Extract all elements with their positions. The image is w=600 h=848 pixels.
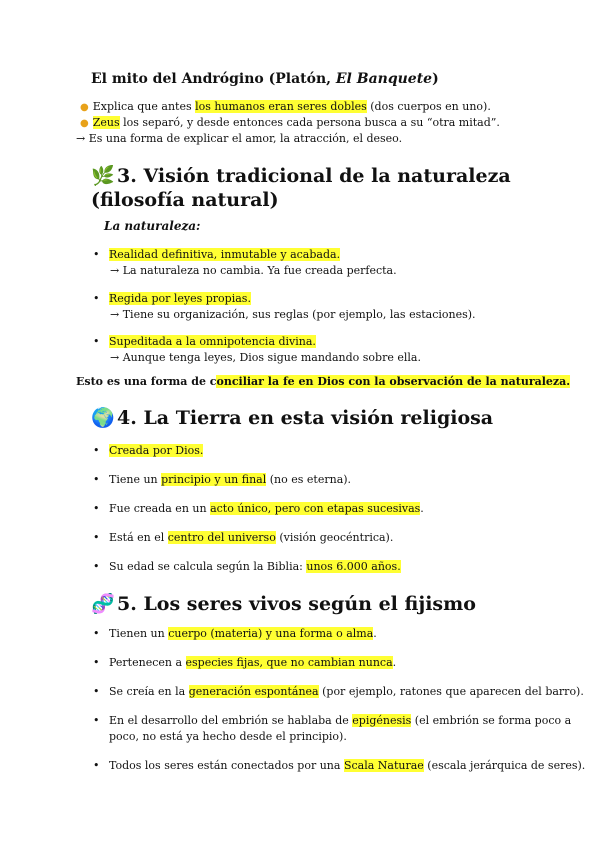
bullet-icon: • <box>93 248 100 261</box>
bullet-icon: • <box>93 502 100 515</box>
androgino-line-1: ● Explica que antes los humanos eran seres dobles (dos cuerpos en uno). <box>80 100 491 113</box>
bullet-icon: • <box>93 759 100 772</box>
androgino-line-2: ● Zeus los separó, y desde entonces cada persona busca a su “otra mitad”. <box>80 116 500 129</box>
document-page: El mito del Andrógino (Platón, El Banquete) ● Explica que antes los humanos eran seres dobles (dos cuerpos en uno). ● Zeus los separó, y desde entonces cada persona busca a su “otra mitad”. → Es una forma de explicar el amor, la atracción, el deseo. 🌿 3. Visión tradicional de la naturaleza (filosofía natural) La naturaleza: • Realidad definitiva, inmutable y acabada. → La naturaleza no cambia. Ya fue creada perfecta. • Regida por leyes propias. → Tiene su organización, sus reglas (por ejemplo, las estaciones). • Supeditada a la omnipotencia divina. → Aunque tenga leyes, Dios sigue mandando sobre ella. Esto es una forma de conciliar la fe en Dios con la observación de la naturaleza. 🌍 4. La Tierra en esta visión religiosa • Creada por Dios. • Tiene un principio y un final (no es eterna). • Fue creada en un acto único, pero con etapas sucesivas. • Está en el centro del universo (visión geocéntrica). • Su edad se calcula según la Biblia: unos 6.000 años. 🧬 5. Los seres vivos según el fijismo • Tienen un cuerpo (materia) y una forma o alma. • Pertenecen a especies fijas, que no cambian nunca. • Se creía en la generación espontánea (por ejemplo, ratones que aparecen del barro). • En el desarrollo del embrión se hablaba de epigénesis (el embrión se forma poco a poco, no está ya hecho desde el principio). • Todos los seres están conectados por una Scala Naturae (escala jerárquica de seres). <box>76 71 586 772</box>
bullet-icon: • <box>93 627 100 640</box>
herb-icon: 🌿 <box>91 165 115 187</box>
bullet-icon: • <box>93 560 100 573</box>
section-3-conclusion: Esto es una forma de conciliar la fe en Dios con la observación de la naturaleza. <box>76 375 571 388</box>
section-3-heading: 🌿 3. Visión tradicional de la naturaleza (filosofía natural) <box>91 165 511 211</box>
androgino-line-3: → Es una forma de explicar el amor, la atracción, el deseo. <box>76 132 403 145</box>
dna-icon: 🧬 <box>91 593 115 615</box>
bullet-dot-icon: ● <box>80 118 89 129</box>
bullet-icon: • <box>93 656 100 669</box>
bullet-icon: • <box>93 473 100 486</box>
naturaleza-label: La naturaleza: <box>104 219 201 233</box>
bullet-dot-icon: ● <box>80 102 89 113</box>
bullet-icon: • <box>93 685 100 698</box>
globe-icon: 🌍 <box>91 407 115 429</box>
section-5-heading: 🧬 5. Los seres vivos según el fijismo <box>91 593 476 615</box>
bullet-icon: • <box>93 444 100 457</box>
section-4-heading: 🌍 4. La Tierra en esta visión religiosa <box>91 407 494 429</box>
bullet-icon: • <box>93 714 100 727</box>
bullet-icon: • <box>93 531 100 544</box>
androgino-title: El mito del Andrógino (Platón, El Banquete) <box>91 71 439 87</box>
bullet-icon: • <box>93 335 100 348</box>
bullet-icon: • <box>93 292 100 305</box>
